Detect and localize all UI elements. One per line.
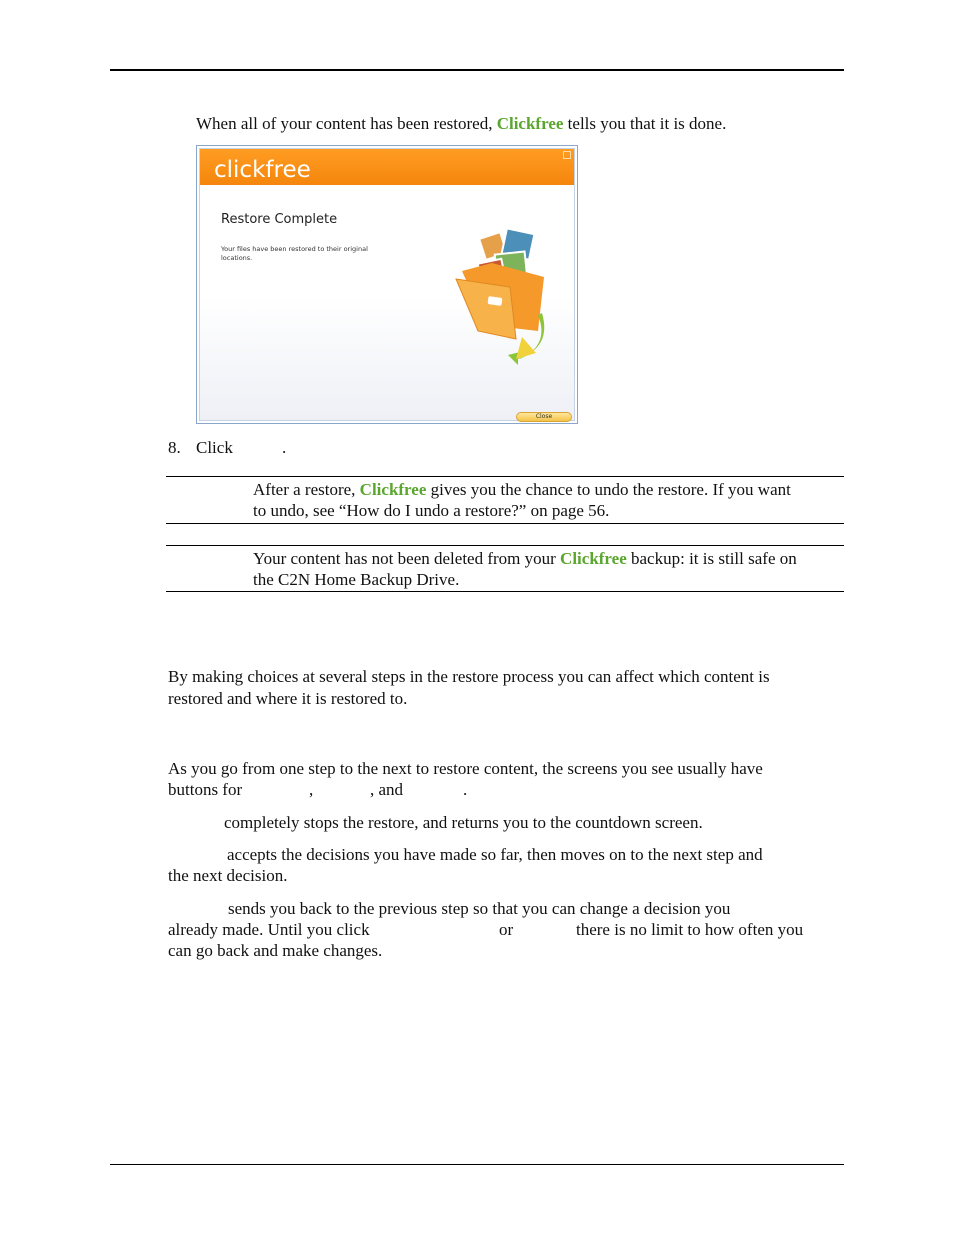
dialog-window xyxy=(199,148,575,421)
note2-line1: Your content has not been deleted from your Clickfree backup: it is still safe on xyxy=(253,549,797,568)
dialog-header xyxy=(200,149,574,185)
brand-name: Clickfree xyxy=(560,549,627,568)
note1-line2: to undo, see “How do I undo a restore?” on page 56. xyxy=(253,501,610,520)
para5-line2: already made. Until you click or there is no limit to how often you xyxy=(168,920,804,939)
para2-line2: buttons for , , and . xyxy=(168,780,468,799)
note1-top-rule xyxy=(166,476,844,477)
note2-top-rule xyxy=(166,545,844,546)
note1-bottom-rule xyxy=(166,523,844,524)
note1-line1: After a restore, Clickfree gives you the chance to undo the restore. If you want xyxy=(253,480,791,499)
window-corner-icon xyxy=(563,151,571,159)
para1-line1: By making choices at several steps in the restore process you can affect which content is xyxy=(168,667,770,686)
clickfree-logo: clickfree xyxy=(214,157,311,183)
header-rule xyxy=(110,69,844,71)
restore-complete-screenshot xyxy=(196,145,578,424)
para5-line3: can go back and make changes. xyxy=(168,941,383,960)
step-number: 8. xyxy=(168,438,181,457)
para2-line1: As you go from one step to the next to restore content, the screens you see usually have xyxy=(168,759,763,778)
dialog-message: Your files have been restored to their original locations. xyxy=(221,245,368,262)
para1-line2: restored and where it is restored to. xyxy=(168,689,408,708)
para4-line1: accepts the decisions you have made so far, then moves on to the next step and xyxy=(227,845,763,864)
para4-line2: the next decision. xyxy=(168,866,288,885)
close-button[interactable]: Close xyxy=(516,412,572,422)
note2-bottom-rule xyxy=(166,591,844,592)
para5-line1: sends you back to the previous step so that you can change a decision you xyxy=(228,899,731,918)
footer-rule xyxy=(110,1164,844,1165)
note2-line2: the C2N Home Backup Drive. xyxy=(253,570,460,589)
dialog-title: Restore Complete xyxy=(221,212,338,227)
brand-name: Clickfree xyxy=(496,114,564,133)
step-8: 8. Click . xyxy=(168,438,287,457)
para3-line1: completely stops the restore, and returns you to the countdown screen. xyxy=(224,813,703,832)
brand-name: Clickfree xyxy=(359,480,427,499)
folder-photos-icon xyxy=(452,227,552,367)
intro-text: When all of your content has been restored, Clickfree tells you that it is done. xyxy=(196,114,727,133)
